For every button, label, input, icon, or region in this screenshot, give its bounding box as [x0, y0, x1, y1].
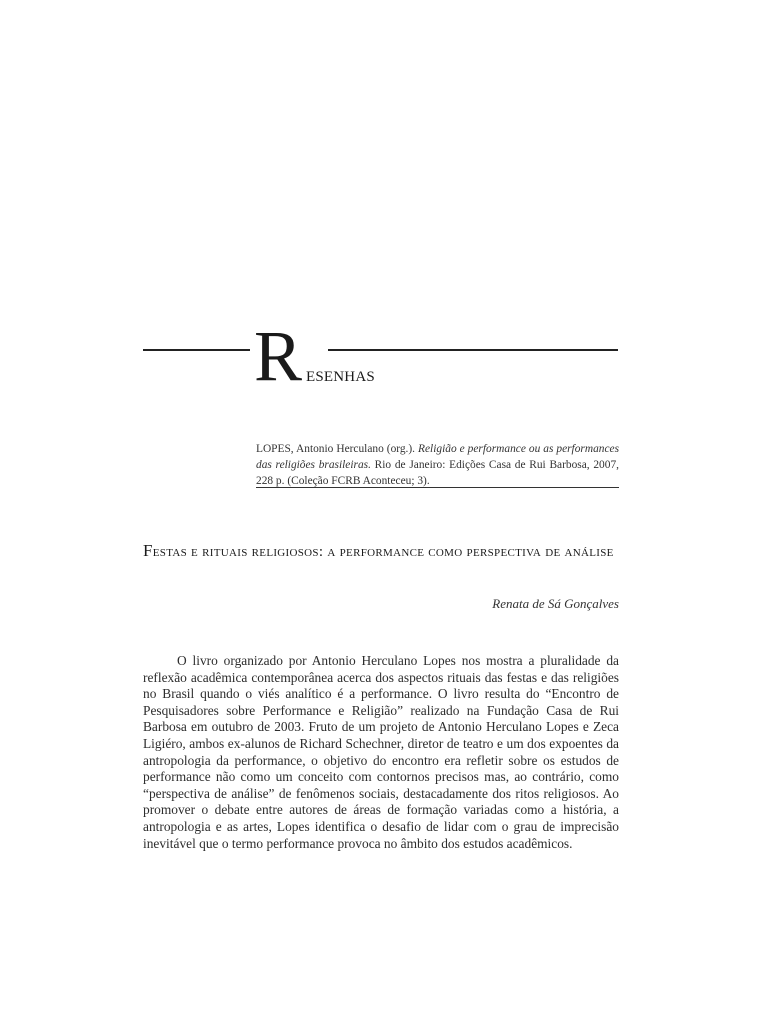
- article-author: Renata de Sá Gonçalves: [492, 596, 619, 611]
- article-title: [143, 541, 619, 562]
- section-rule-left: [143, 349, 250, 351]
- section-rule-right: [328, 349, 618, 351]
- body-paragraph: O livro organizado por Antonio Herculano Lopes nos mostra a pluralidade da reflexão acadêmica contemporânea acerca dos aspectos rituais das festas e das religiões no Brasil quando o viés analítico é a performance. O livro resulta do “Encontro de Pesquisadores sobre Performance e Religião” realizado na Fundação Casa de Rui Barbosa em outubro de 2003. Fruto de um projeto de Antonio Herculano Lopes e Zeca Ligiéro, ambos ex-alunos de Richard Schechner, diretor de teatro e um dos expoentes da antropologia da performance, o objetivo do encontro era refletir sobre os estudos de performance não como um conceito com contornos precisos mas, ao contrário, como “perspectiva de análise” de fenômenos sociais, destacadamente dos ritos religiosos. Ao promover o debate entre autores de áreas de formação variadas como a história, a antropologia e as artes, Lopes identifica o desafio de lidar com o grau de imprecisão inevitável que o termo performance provoca no âmbito dos estudos acadêmicos.: [143, 653, 619, 851]
- section-heading-initial: R: [254, 316, 303, 396]
- section-heading-rest: ESENHAS: [306, 369, 375, 385]
- reference-rule: [256, 487, 619, 488]
- article-title-rest: estas e rituais religiosos: a performance como perspectiva de análise: [152, 544, 614, 560]
- reference-suffix: Rio de Janeiro: Edições Casa de Rui Barbosa, 2007, 228 p. (Coleção FCRB Aconteceu; 3).: [256, 459, 619, 487]
- book-reference: [256, 441, 619, 489]
- reference-prefix: LOPES, Antonio Herculano (org.).: [256, 443, 416, 455]
- article-title-initial: F: [143, 541, 153, 560]
- reference-book-title: Religião e performance ou as performances das religiões brasileiras.: [256, 443, 620, 471]
